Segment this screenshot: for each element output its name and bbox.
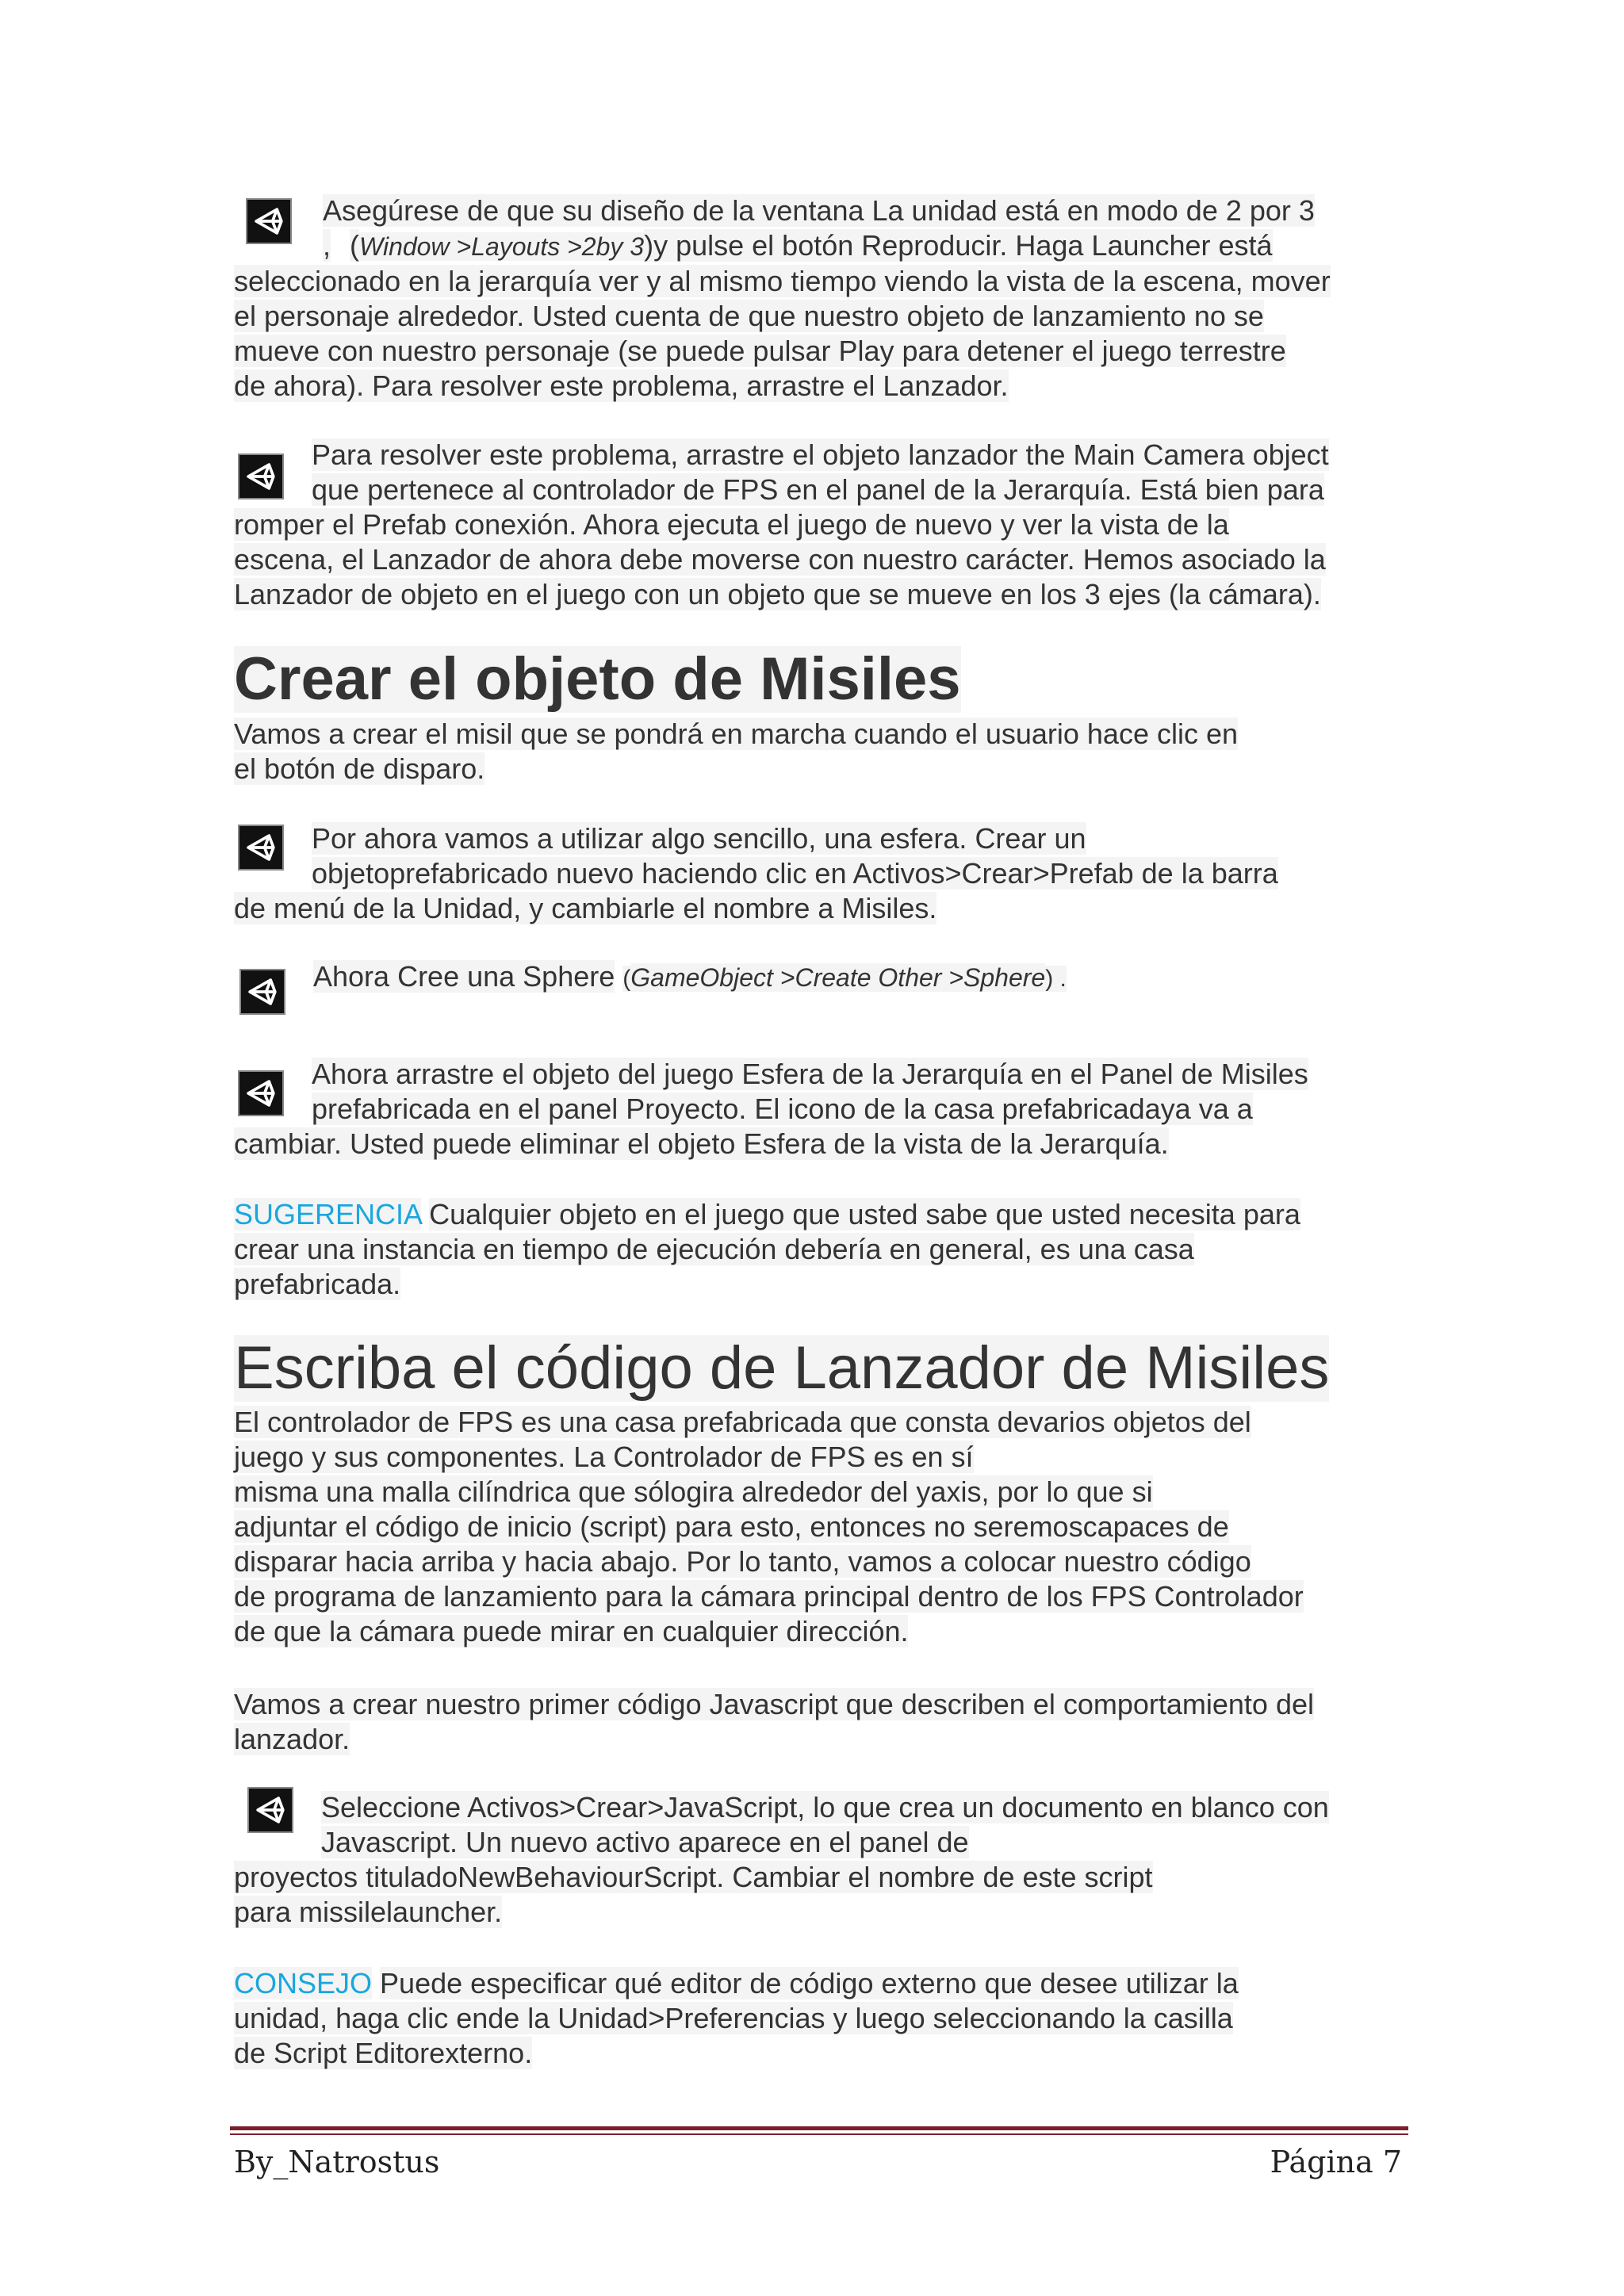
paragraph-3 (234, 717, 1400, 786)
text-line: de menú de la Unidad, y cambiarle el nombre a Misiles. (234, 892, 937, 924)
paragraph-4 (234, 821, 1400, 926)
paren-close: ) (644, 229, 654, 262)
paren-open: ( (350, 229, 360, 262)
paragraph-7 (234, 1405, 1400, 1649)
heading-crear-misiles: Crear el objeto de Misiles (234, 645, 961, 713)
text-line: adjuntar el código de inicio (script) para esto, entonces no seremoscapaces de (234, 1510, 1229, 1543)
text-line: seleccionado en la jerarquía ver y al mismo tiempo viendo la vista de la escena, mover (234, 265, 1331, 297)
text-line: prefabricada. (234, 1268, 401, 1300)
footer-rule (230, 2126, 1408, 2130)
text-line: el personaje alrededor. Usted cuenta de que nuestro objeto de lanzamiento no se (234, 300, 1264, 332)
tip-label: SUGERENCIA (234, 1198, 422, 1230)
paragraph-2 (234, 438, 1400, 612)
text-line: para missilelauncher. (234, 1896, 503, 1928)
text-line: Cualquier objeto en el juego que usted sabe que usted necesita para (429, 1198, 1300, 1230)
section-heading-1 (234, 646, 1400, 713)
text-line: de ahora). Para resolver este problema, arrastre el Lanzador. (234, 369, 1009, 402)
text-line: unidad, haga clic ende la Unidad>Preferencias y luego seleccionando la casilla (234, 2002, 1233, 2034)
text-line: Ahora arrastre el objeto del juego Esfera de la Jerarquía en el Panel de Misiles (312, 1058, 1308, 1090)
text-line: Javascript. Un nuevo activo aparece en el panel de (321, 1826, 969, 1858)
text-line: Para resolver este problema, arrastre el objeto lanzador the Main Camera object (312, 438, 1329, 471)
text-line: proyectos tituladoNewBehaviourScript. Cambiar el nombre de este script (234, 1861, 1153, 1893)
menu-path: GameObject >Create Other >Sphere (630, 963, 1046, 992)
text-line: misma una malla cilíndrica que sólogira alrededor del yaxis, por lo que si (234, 1475, 1153, 1508)
text-line: , (323, 229, 331, 262)
text-line: Puede especificar qué editor de código externo que desee utilizar la (380, 1967, 1239, 1999)
text-line: juego y sus componentes. La Controlador de FPS es en sí (234, 1441, 974, 1473)
paragraph-1 (234, 193, 1400, 404)
footer-author: By_Natrostus (234, 2145, 440, 2179)
text-line: Seleccione Activos>Crear>JavaScript, lo que crea un documento en blanco con (321, 1791, 1329, 1823)
footer-page-number: Página 7 (1270, 2145, 1402, 2179)
text-line: Vamos a crear nuestro primer código Javascript que describen el comportamiento del (234, 1688, 1314, 1720)
text-line: prefabricada en el panel Proyecto. El icono de la casa prefabricadaya va a (312, 1093, 1253, 1125)
text-line: de Script Editorexterno. (234, 2037, 533, 2069)
tip-sugerencia (234, 1197, 1400, 1302)
text-line: escena, el Lanzador de ahora debe moverse con nuestro carácter. Hemos asociado la (234, 543, 1326, 576)
text-line: Lanzador de objeto en el juego con un objeto que se mueve en los 3 ejes (la cámara). (234, 578, 1321, 610)
footer-rule-thin (230, 2133, 1408, 2135)
text-line: de que la cámara puede mirar en cualquier dirección. (234, 1615, 909, 1647)
text-line: Ahora Cree una Sphere (313, 960, 615, 993)
paragraph-9 (234, 1790, 1400, 1930)
paragraph-8 (234, 1687, 1400, 1757)
text-line: mueve con nuestro personaje (se puede pulsar Play para detener el juego terrestre (234, 335, 1286, 367)
text-line: cambiar. Usted puede eliminar el objeto Esfera de la vista de la Jerarquía. (234, 1127, 1169, 1160)
paragraph-6 (234, 1057, 1400, 1161)
text-line: lanzador. (234, 1723, 350, 1755)
text-line: crear una instancia en tiempo de ejecución debería en general, es una casa (234, 1233, 1194, 1265)
tip-consejo (234, 1966, 1400, 2071)
text-line: de programa de lanzamiento para la cámara principal dentro de los FPS Controlador (234, 1580, 1304, 1613)
text-line: que pertenece al controlador de FPS en el panel de la Jerarquía. Está bien para (312, 473, 1324, 506)
heading-escriba-codigo: Escriba el código de Lanzador de Misiles (234, 1334, 1330, 1402)
tip-label: CONSEJO (234, 1967, 373, 1999)
text-line: El controlador de FPS es una casa prefabricada que consta devarios objetos del (234, 1406, 1251, 1438)
text-line: el botón de disparo. (234, 752, 485, 785)
text-line: disparar hacia arriba y hacia abajo. Por lo tanto, vamos a colocar nuestro código (234, 1545, 1251, 1578)
section-heading-2 (234, 1335, 1400, 1402)
text-line: y pulse el botón Reproducir. Haga Launcher está (653, 229, 1273, 262)
text-line: Vamos a crear el misil que se pondrá en marcha cuando el usuario hace clic en (234, 718, 1239, 750)
text-line: Por ahora vamos a utilizar algo sencillo, una esfera. Crear un (312, 822, 1086, 855)
text-line: romper el Prefab conexión. Ahora ejecuta el juego de nuevo y ver la vista de la (234, 508, 1229, 541)
menu-path: Window >Layouts >2by 3 (359, 232, 645, 261)
text-line: objetoprefabricado nuevo haciendo clic en Activos>Crear>Prefab de la barra (312, 857, 1278, 890)
paren-close: ) . (1045, 966, 1067, 992)
paragraph-5 (234, 959, 1400, 997)
paren-open: ( (622, 966, 631, 992)
text-line: Asegúrese de que su diseño de la ventana La unidad está en modo de 2 por 3 (323, 194, 1315, 227)
